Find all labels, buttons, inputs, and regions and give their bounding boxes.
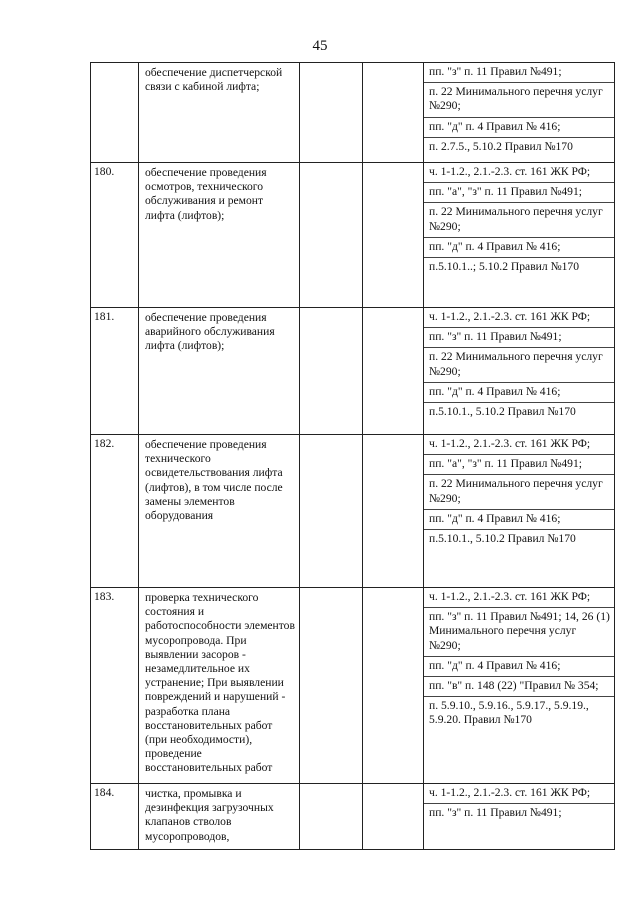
legal-reference: п. 22 Минимального перечня услуг №290;: [424, 348, 614, 382]
legal-reference: пп. "а", "з" п. 11 Правил №491;: [424, 183, 614, 203]
legal-reference: п. 5.9.10., 5.9.16., 5.9.17., 5.9.19., 5.9.20. Правил №170: [429, 699, 589, 727]
empty-cell: [363, 63, 424, 163]
empty-cell: [363, 784, 424, 850]
legal-reference: ч. 1-1.2., 2.1.-2.3. ст. 161 ЖК РФ;: [424, 308, 614, 328]
empty-cell: [363, 588, 424, 784]
service-description: чистка, промывка и дезинфекция загрузочных клапанов стволов мусоропроводов,: [145, 787, 274, 843]
legal-reference: п. 22 Минимального перечня услуг №290;: [424, 475, 614, 509]
empty-cell: [363, 163, 424, 308]
legal-reference: ч. 1-1.2., 2.1.-2.3. ст. 161 ЖК РФ;: [424, 588, 614, 608]
table-row: [91, 308, 615, 435]
legal-reference: ч. 1-1.2., 2.1.-2.3. ст. 161 ЖК РФ;: [424, 163, 614, 183]
empty-cell: [300, 588, 363, 784]
service-description: обеспечение проведения осмотров, технического обслуживания и ремонт лифта (лифтов);: [145, 166, 267, 222]
legal-references-cell: [424, 308, 615, 435]
legal-reference: п. 22 Минимального перечня услуг №290;: [424, 83, 614, 117]
legal-reference: пп. "д" п. 4 Правил № 416;: [424, 118, 614, 138]
legal-reference: п.5.10.1., 5.10.2 Правил №170: [429, 405, 576, 419]
table-row: [91, 163, 615, 308]
legal-reference: ч. 1-1.2., 2.1.-2.3. ст. 161 ЖК РФ;: [424, 784, 614, 804]
legal-references-cell: [424, 163, 615, 308]
legal-reference: п.5.10.1., 5.10.2 Правил №170: [429, 532, 576, 546]
legal-reference: пп. "а", "з" п. 11 Правил №491;: [424, 455, 614, 475]
legal-reference: п. 22 Минимального перечня услуг №290;: [424, 203, 614, 237]
service-description: проверка технического состояния и работоспособности элементов мусоропровода. При выявлении засоров - незамедлительное их устранение; При выявлении повреждений и нарушений - разработка плана восстановительных работ (при необходимости), проведение восстановительных работ: [145, 591, 295, 775]
service-description-cell: [139, 308, 300, 435]
table-row: [91, 63, 615, 163]
legal-reference: п.5.10.1..; 5.10.2 Правил №170: [429, 260, 580, 274]
legal-reference: пп. "в" п. 148 (22) "Правил № 354;: [424, 677, 614, 697]
row-number: 181.: [91, 308, 139, 435]
legal-reference: п. 2.7.5., 5.10.2 Правил №170: [429, 139, 573, 153]
empty-cell: [300, 308, 363, 435]
row-number: 184.: [91, 784, 139, 850]
empty-cell: [363, 308, 424, 435]
empty-cell: [300, 784, 363, 850]
service-description-cell: [139, 784, 300, 850]
service-description-cell: [139, 435, 300, 588]
legal-reference: ч. 1-1.2., 2.1.-2.3. ст. 161 ЖК РФ;: [424, 435, 614, 455]
legal-reference: пп. "д" п. 4 Правил № 416;: [424, 657, 614, 677]
legal-references-cell: [424, 784, 615, 850]
table-row: [91, 784, 615, 850]
legal-references-cell: [424, 435, 615, 588]
row-number: 180.: [91, 163, 139, 308]
legal-reference: пп. "з" п. 11 Правил №491;: [424, 63, 614, 83]
empty-cell: [300, 63, 363, 163]
services-table: [90, 62, 615, 850]
service-description-cell: [139, 63, 300, 163]
service-description-cell: [139, 588, 300, 784]
legal-reference: пп. "з" п. 11 Правил №491;: [424, 328, 614, 348]
row-number: 183.: [91, 588, 139, 784]
row-number: [91, 63, 139, 163]
empty-cell: [300, 435, 363, 588]
legal-references-cell: [424, 63, 615, 163]
legal-reference: пп. "д" п. 4 Правил № 416;: [424, 238, 614, 258]
page-number: 45: [312, 38, 328, 54]
legal-reference: пп. "з" п. 11 Правил №491;: [429, 806, 562, 820]
service-description: обеспечение проведения технического освидетельствования лифта (лифтов), в том числе после замены элементов оборудования: [145, 438, 283, 523]
table-row: [91, 588, 615, 784]
table-row: [91, 435, 615, 588]
row-number: 182.: [91, 435, 139, 588]
empty-cell: [363, 435, 424, 588]
legal-reference: пп. "д" п. 4 Правил № 416;: [424, 510, 614, 530]
legal-reference: пп. "з" п. 11 Правил №491; 14, 26 (1) Минимального перечня услуг №290;: [424, 608, 614, 657]
legal-reference: пп. "д" п. 4 Правил № 416;: [424, 383, 614, 403]
empty-cell: [300, 163, 363, 308]
service-description: обеспечение диспетчерской связи с кабиной лифта;: [145, 66, 283, 94]
legal-references-cell: [424, 588, 615, 784]
service-description-cell: [139, 163, 300, 308]
service-description: обеспечение проведения аварийного обслуживания лифта (лифтов);: [145, 311, 275, 353]
